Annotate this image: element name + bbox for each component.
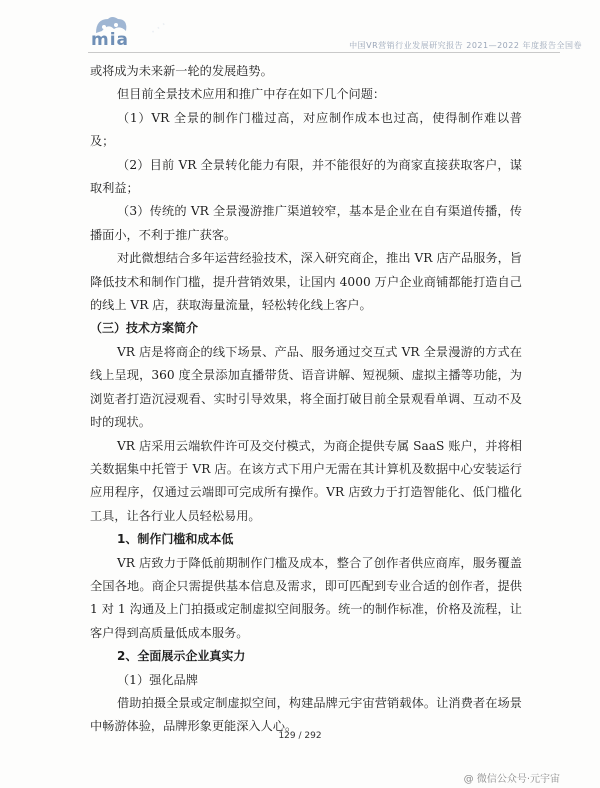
subsection-heading: 2、全面展示企业真实力 [117, 649, 246, 664]
list-item: （1）VR 全景的制作门槛过高，对应制作成本也过高，使得制作难以普及； [90, 110, 522, 149]
list-item: （1）强化品牌 [117, 672, 198, 687]
report-title: 中国VR营销行业发展研究报告 2021—2022 年度报告全国卷 [349, 41, 582, 50]
source-note: @ 微信公众号·元宇宙 [463, 774, 560, 785]
body-content [90, 60, 522, 739]
paragraph: VR 店致力于降低前期制作门槛及成本，整合了创作者供应商库，服务覆盖全国各地。商企只需提供基本信息及需求，即可匹配到专业合适的创作者，提供 1 对 1 沟通及上门拍摄或定制虚拟空间服务。统一的制作标准，价格及流程，让客户得到高质量低成本服务。 [90, 555, 522, 640]
paragraph: 但目前全景技术应用和推广中存在如下几个问题： [117, 87, 386, 102]
watermark: ··· [147, 15, 173, 41]
list-item: （2）目前 VR 全景转化能力有限，并不能很好的为商家直接获取客户，谋取利益； [90, 157, 522, 196]
paragraph: 或将成为未来新一轮的发展趋势。 [90, 64, 273, 78]
header-divider [88, 52, 560, 53]
section-heading: （三）技术方案简介 [90, 321, 199, 336]
subsection-heading: 1、制作门槛和成本低 [117, 532, 234, 547]
paragraph: 借助拍摄全景或定制虚拟空间，构建品牌元宇宙营销载体。让消费者在场景中畅游体验，品牌形象更能深入人心。 [90, 695, 522, 734]
paragraph: 对此微想结合多年运营经验技术，深入研究商企，推出 VR 店产品服务，旨降低技术和制作门槛，提升营销效果，让国内 4000 万户企业商铺都能打造自己的线上 VR 店，获取海量流量，轻松转化线上客户。 [90, 251, 522, 313]
page-number: 129 / 292 [278, 731, 322, 741]
paragraph: VR 店采用云端软件许可及交付模式，为商企提供专属 SaaS 账户，并将相关数据集中托管于 VR 店。在该方式下用户无需在其计算机及数据中心安装运行应用程序，仅通过云端即可完成所有操作。VR 店致力于打造智能化、低门槛化工具，让各行业人员轻松易用。 [90, 438, 522, 523]
list-item: （3）传统的 VR 全景漫游推广渠道较窄，基本是企业在自有渠道传播，传播面小，不利于推广获客。 [90, 204, 522, 242]
brand-logo-text: mia [91, 30, 130, 50]
paragraph: VR 店是将商企的线下场景、产品、服务通过交互式 VR 全景漫游的方式在线上呈现，360 度全景添加直播带货、语音讲解、短视频、虚拟主播等功能，为浏览者打造沉浸观看、实时引导效果，将全面打破目前全景观看单调、互动不及时的现状。 [90, 344, 522, 430]
